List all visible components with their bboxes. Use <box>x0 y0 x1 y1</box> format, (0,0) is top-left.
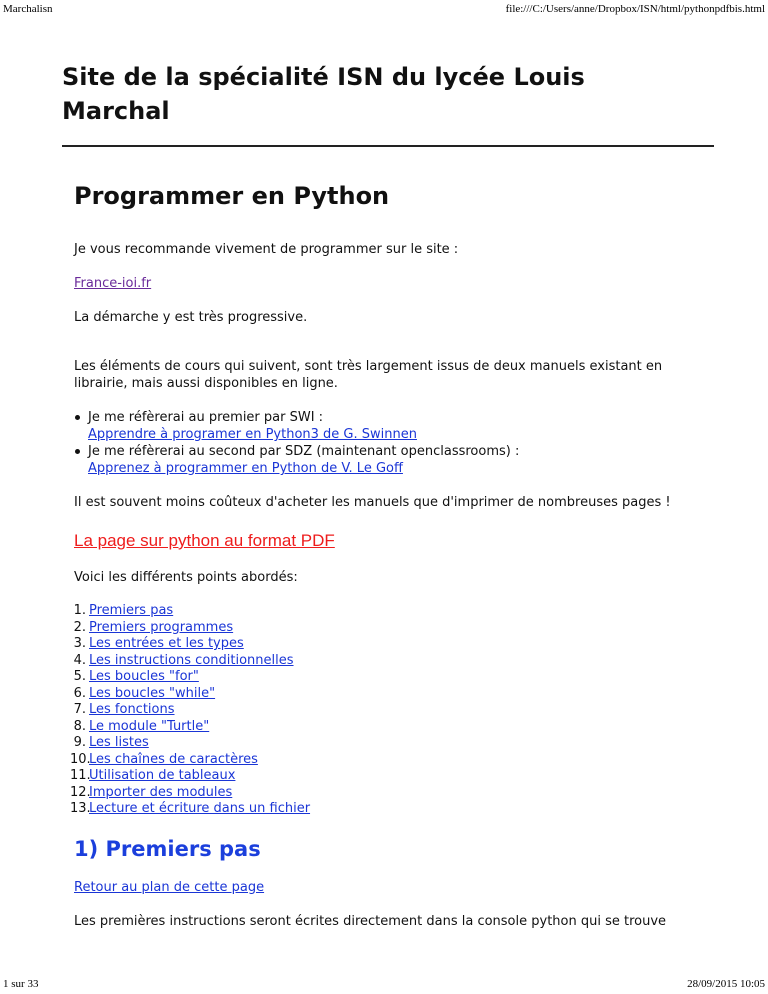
toc-link[interactable]: Les boucles "for" <box>89 669 199 684</box>
page-title: Programmer en Python <box>74 182 390 210</box>
title-divider <box>62 145 714 147</box>
toc-link[interactable]: Les boucles "while" <box>89 685 216 701</box>
toc-item: 7. Les fonctions <box>73 702 175 717</box>
toc-link[interactable]: Premiers pas <box>89 603 174 618</box>
main-content <box>70 176 719 947</box>
section1-text: Les premières instructions seront écrites directement dans la console python qui se trouve <box>74 913 667 929</box>
toc-link[interactable]: Les fonctions <box>89 702 175 717</box>
cost-note: Il est souvent moins coûteux d'acheter les manuels que d'imprimer de nombreuses pages ! <box>74 495 671 510</box>
reference-item <box>74 443 719 477</box>
toc-link[interactable]: Les instructions conditionnelles <box>89 652 294 668</box>
table-of-contents <box>70 603 719 818</box>
elements-text: Les éléments de cours qui suivent, sont très largement issus de deux manuels existant en librairie, mais aussi disponibles en ligne. <box>74 359 663 391</box>
toc-link[interactable]: Utilisation de tableaux <box>89 768 236 783</box>
progressive-text: La démarche y est très progressive. <box>74 310 308 325</box>
toc-item: 4. Les instructions conditionnelles <box>73 652 294 668</box>
reference-text: Je me réfèrerai au premier par SWI : <box>88 410 324 425</box>
page-number: 1 sur 33 <box>3 978 39 990</box>
toc-item: 1. Premiers pas <box>73 603 174 618</box>
points-intro: Voici les différents points abordés: <box>74 570 298 585</box>
print-header-title: Marchalisn <box>3 3 53 15</box>
toc-item: 13. Lecture et écriture dans un fichier <box>70 801 311 816</box>
toc-item: 11. Utilisation de tableaux <box>70 768 236 783</box>
toc-link[interactable]: Premiers programmes <box>89 619 234 635</box>
reference-item <box>74 409 719 443</box>
back-to-plan-link[interactable]: Retour au plan de cette page <box>74 879 265 895</box>
intro-text: Je vous recommande vivement de programmer sur le site : <box>74 242 459 257</box>
toc-link[interactable]: Le module "Turtle" <box>89 718 210 734</box>
reference-text: Je me réfèrerai au second par SDZ (maintenant openclassrooms) : <box>88 444 520 459</box>
toc-item: 10. Les chaînes de caractères <box>70 751 258 767</box>
print-header-url: file:///C:/Users/anne/Dropbox/ISN/html/pythonpdfbis.html <box>505 3 765 15</box>
france-ioi-link[interactable]: France-ioi.fr <box>74 276 152 291</box>
reference-list <box>74 409 719 477</box>
toc-item: 2. Premiers programmes <box>73 619 234 635</box>
toc-item: 9. Les listes <box>73 735 149 750</box>
toc-link[interactable]: Les entrées et les types <box>89 636 244 651</box>
toc-link[interactable]: Importer des modules <box>89 784 233 800</box>
toc-link[interactable]: Les chaînes de caractères <box>89 751 258 767</box>
section-title-premiers-pas: 1) Premiers pas <box>74 836 261 861</box>
legoff-link[interactable]: Apprenez à programmer en Python de V. Le Goff <box>88 461 403 476</box>
swinnen-link[interactable]: Apprendre à programer en Python3 de G. Swinnen <box>88 427 417 442</box>
toc-link[interactable]: Lecture et écriture dans un fichier <box>89 801 311 816</box>
toc-item: 5. Les boucles "for" <box>73 669 199 684</box>
toc-item: 6. Les boucles "while" <box>73 685 216 701</box>
print-date: 28/09/2015 10:05 <box>687 978 765 990</box>
toc-item: 8. Le module "Turtle" <box>73 718 210 734</box>
pdf-link[interactable]: La page sur python au format PDF <box>74 531 335 550</box>
toc-item: 3. Les entrées et les types <box>73 636 244 651</box>
toc-item: 12. Importer des modules <box>70 784 233 800</box>
site-title: Site de la spécialité ISN du lycée Louis Marchal <box>62 63 585 125</box>
toc-link[interactable]: Les listes <box>89 735 149 750</box>
